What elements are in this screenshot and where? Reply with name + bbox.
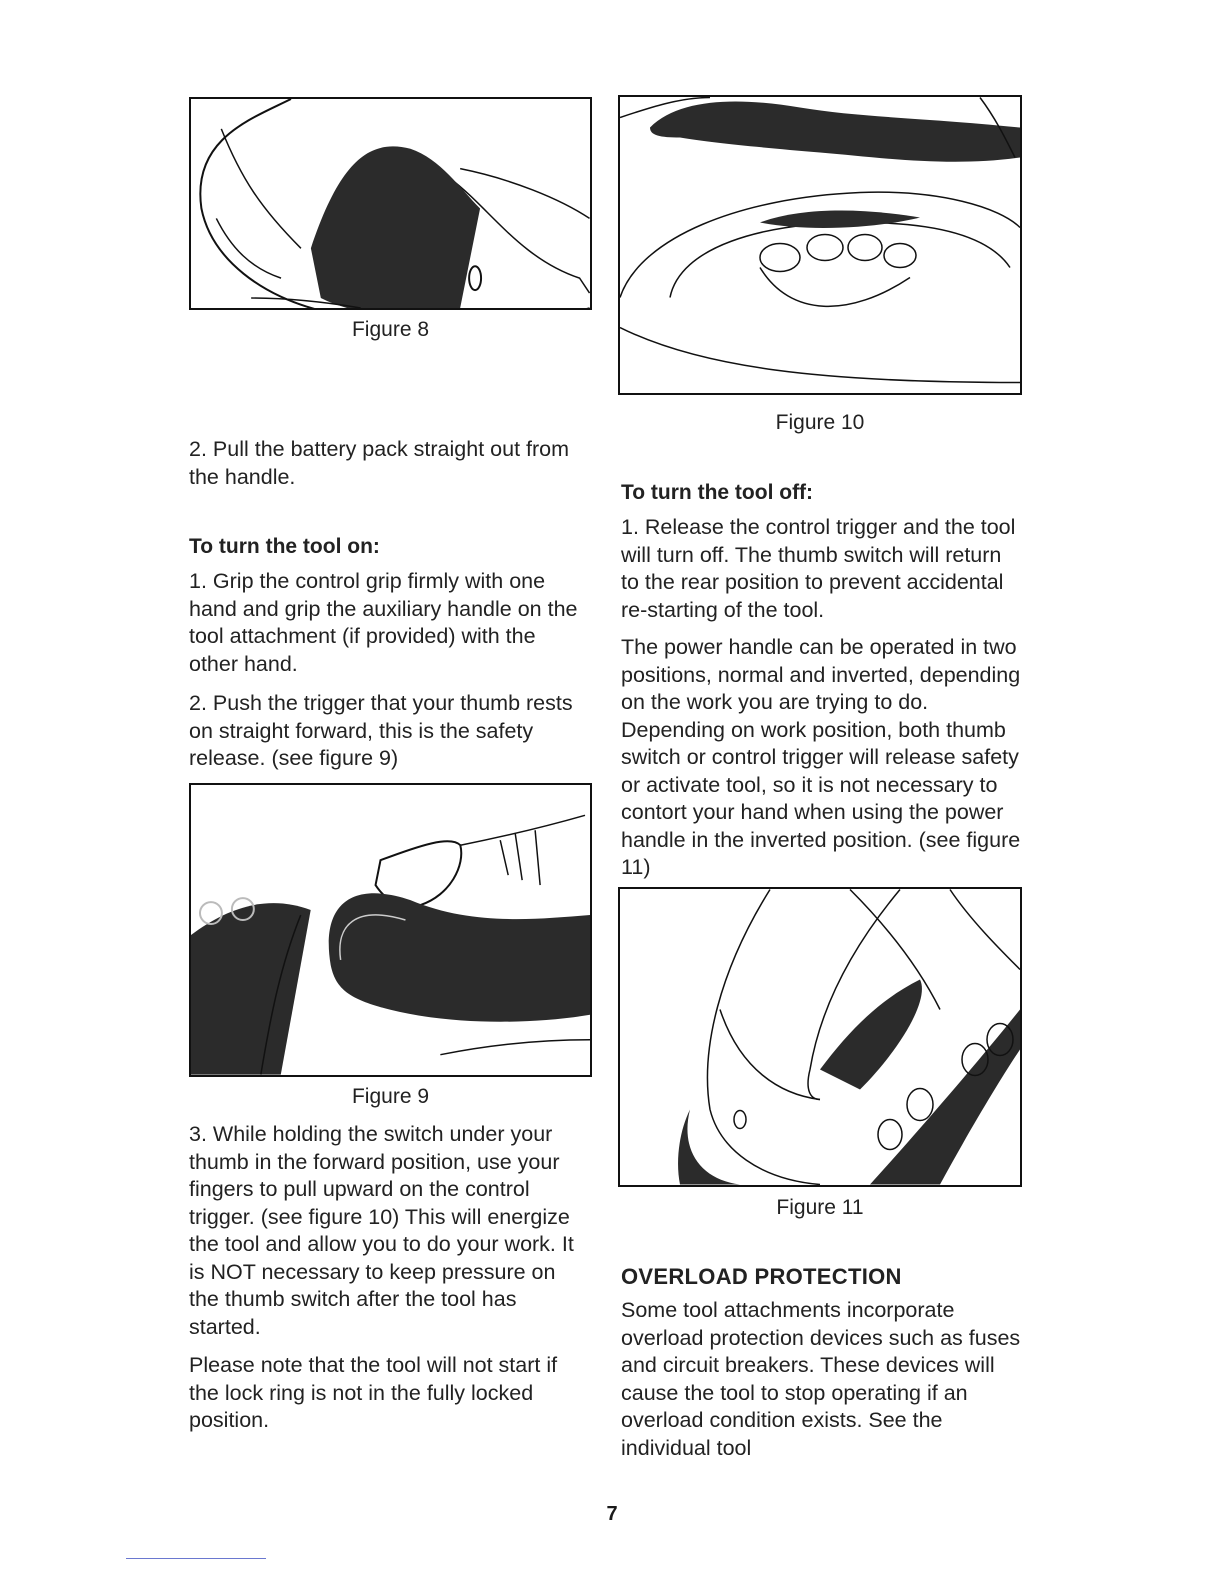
positions-paragraph: The power handle can be operated in two positions, normal and inverted, depending on the work you are trying to do. Depending on work position, both thumb switch or control trigger will release safety or activate tool, so it is not necessary to contort your hand when using the power handle in the inverted position. (see figure 11) <box>621 635 1021 879</box>
figure-11-caption: Figure 11 <box>776 1196 864 1219</box>
thumb-on-switch-illustration <box>191 785 590 1075</box>
lock-ring-note: Please note that the tool will not start if the lock ring is not in the fully locked position. <box>189 1353 558 1432</box>
turn-off-step-1: 1. Release the control trigger and the tool will turn off. The thumb switch will return to the rear position to prevent accidental re-starting of the tool. <box>621 515 1016 622</box>
turn-on-step-2: 2. Push the trigger that your thumb rests on straight forward, this is the safety release. (see figure 9) <box>189 691 573 770</box>
figure-8-caption: Figure 8 <box>351 318 430 341</box>
overload-protection-paragraph: Some tool attachments incorporate overload protection devices such as fuses and circuit breakers. These devices will cause the tool to stop operating if an overload condition exists. See the individual tool <box>621 1298 1021 1460</box>
page-number: 7 <box>606 1503 618 1525</box>
figure-11-image <box>618 887 1022 1187</box>
figure-8-image <box>189 97 592 310</box>
figure-9-caption: Figure 9 <box>351 1085 430 1108</box>
figure-10-caption: Figure 10 <box>775 411 865 434</box>
turn-on-step-3: 3. While holding the switch under your thumb in the forward position, use your fingers to pull upward on the control trigger. (see figure 10) This will energize the tool and allow you to do your work. It is NOT necessary to keep pressure on the thumb switch after the tool has started. <box>189 1122 574 1339</box>
turn-on-step-1: 1. Grip the control grip firmly with one hand and grip the auxiliary handle on the tool attachment (if provided) with the other hand. <box>189 569 578 676</box>
overload-protection-heading: OVERLOAD PROTECTION <box>621 1264 902 1289</box>
figure-10-image <box>618 95 1022 395</box>
hand-pulling-battery-illustration <box>191 99 590 308</box>
figure-9-image <box>189 783 592 1077</box>
inverted-grip-illustration <box>620 889 1020 1185</box>
fingers-on-trigger-illustration <box>620 97 1020 393</box>
remove-battery-step-2: 2. Pull the battery pack straight out from the handle. <box>189 437 570 489</box>
turn-off-heading: To turn the tool off: <box>621 481 814 504</box>
turn-on-heading: To turn the tool on: <box>189 535 380 558</box>
footer-rule <box>126 1558 266 1559</box>
